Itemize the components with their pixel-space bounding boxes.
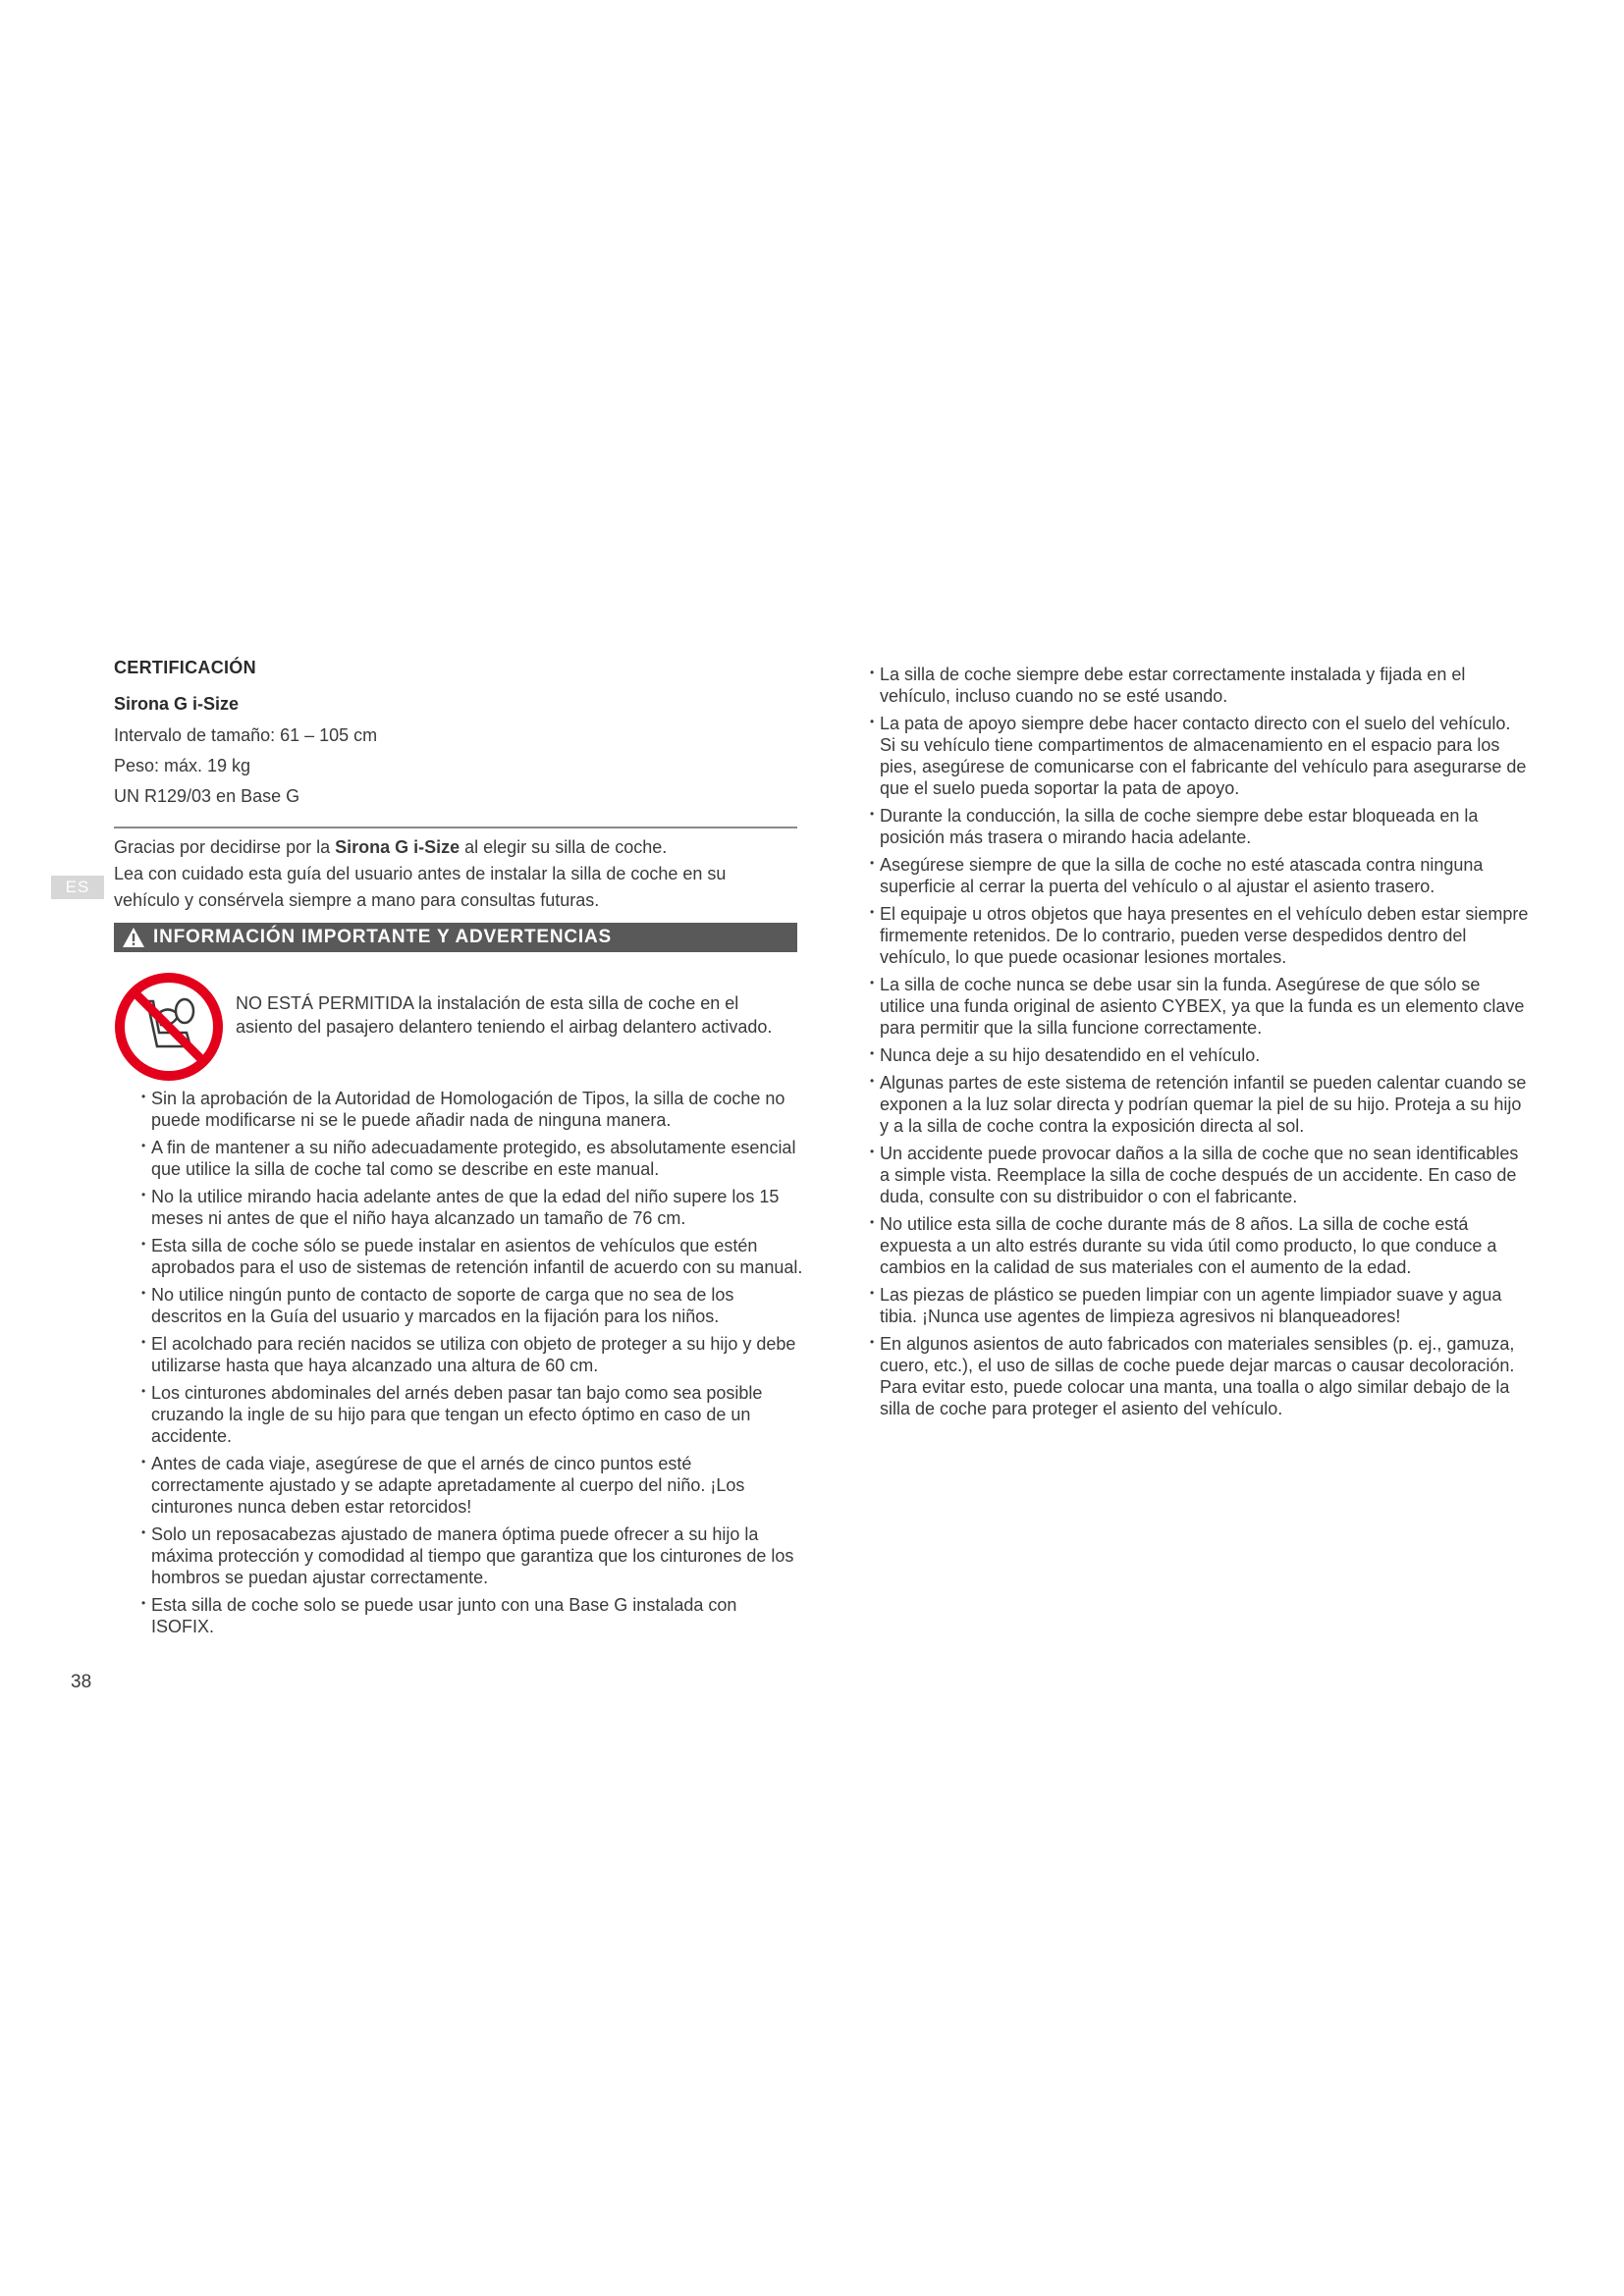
list-item: • Esta silla de coche sólo se puede instalar en asientos de vehículos que estén aprobados para el uso de sistemas de retención infantil de acuerdo con su manual. bbox=[145, 1235, 803, 1278]
warning-triangle-icon bbox=[122, 927, 145, 948]
list-item: • Las piezas de plástico se pueden limpiar con un agente limpiador suave y agua tibia. ¡Nunca use agentes de limpieza agresivos ni blanqueadores! bbox=[874, 1284, 1530, 1327]
no-airbag-prohibition-icon bbox=[114, 972, 224, 1082]
intro-line-3: vehículo y consérvela siempre a mano para consultas futuras. bbox=[114, 890, 600, 910]
intro-text bbox=[114, 834, 801, 914]
certification-title: CERTIFICACIÓN bbox=[114, 658, 256, 677]
section-divider bbox=[114, 827, 797, 828]
product-name: Sirona G i-Size bbox=[114, 694, 240, 714]
spec-weight: Peso: máx. 19 kg bbox=[114, 756, 251, 775]
list-item: • A fin de mantener a su niño adecuadamente protegido, es absolutamente esencial que utilice la silla de coche tal como se describe en este manual. bbox=[145, 1137, 803, 1180]
list-item: • No utilice esta silla de coche durante más de 8 años. La silla de coche está expuesta a un alto estrés durante su vida útil como producto, lo que conduce a cambios en la calidad de sus materiales con el aumento de la edad. bbox=[874, 1213, 1530, 1278]
list-item: • No la utilice mirando hacia adelante antes de que la edad del niño supere los 15 meses ni antes de que el niño haya alcanzado un tamaño de 76 cm. bbox=[145, 1186, 803, 1229]
spec-size: Intervalo de tamaño: 61 – 105 cm bbox=[114, 725, 378, 745]
warning-heading-bar bbox=[114, 923, 797, 952]
list-item: • La silla de coche siempre debe estar correctamente instalada y fijada en el vehículo, incluso cuando no se esté usando. bbox=[874, 664, 1530, 707]
list-item: • Durante la conducción, la silla de coche siempre debe estar bloqueada en la posición más trasera o mirando hacia adelante. bbox=[874, 805, 1530, 848]
list-item: • Sin la aprobación de la Autoridad de Homologación de Tipos, la silla de coche no puede modificarse ni se le puede añadir nada de ninguna manera. bbox=[145, 1088, 803, 1131]
certification-block bbox=[114, 658, 797, 816]
list-item: • No utilice ningún punto de contacto de soporte de carga que no sea de los descritos en la Guía del usuario y marcados en la fijación para los niños. bbox=[145, 1284, 803, 1327]
warning-heading: INFORMACIÓN IMPORTANTE Y ADVERTENCIAS bbox=[153, 927, 612, 947]
list-item: • Antes de cada viaje, asegúrese de que el arnés de cinco puntos esté correctamente ajustado y se adapte apretadamente al cuerpo del niño. ¡Los cinturones nunca deben estar retorcidos! bbox=[145, 1453, 803, 1518]
page-number: 38 bbox=[71, 1672, 92, 1692]
language-tab: ES bbox=[51, 876, 104, 899]
spec-standard: UN R129/03 en Base G bbox=[114, 786, 300, 806]
left-warning-list bbox=[145, 1088, 803, 1643]
list-item: • Solo un reposacabezas ajustado de manera óptima puede ofrecer a su hijo la máxima protección y comodidad al tiempo que garantiza que los cinturones de los hombros se puedan ajustar correctamente. bbox=[145, 1523, 803, 1588]
list-item: • Esta silla de coche solo se puede usar junto con una Base G instalada con ISOFIX. bbox=[145, 1594, 803, 1637]
right-column bbox=[874, 664, 1530, 1425]
list-item: • El acolchado para recién nacidos se utiliza con objeto de proteger a su hijo y debe utilizarse hasta que haya alcanzado una altura de 60 cm. bbox=[145, 1333, 803, 1376]
intro-line-1: Gracias por decidirse por la Sirona G i-Size al elegir su silla de coche. bbox=[114, 837, 668, 857]
intro-line-2: Lea con cuidado esta guía del usuario antes de instalar la silla de coche en su bbox=[114, 864, 727, 883]
list-item: • Nunca deje a su hijo desatendido en el vehículo. bbox=[874, 1044, 1530, 1066]
list-item: • La pata de apoyo siempre debe hacer contacto directo con el suelo del vehículo. Si su vehículo tiene compartimentos de almacenamiento en el espacio para los pies, asegúrese de comunicarse con el fabricante del vehículo para asegurarse de que el suelo pueda soportar la pata de apoyo. bbox=[874, 713, 1530, 799]
list-item: • Los cinturones abdominales del arnés deben pasar tan bajo como sea posible cruzando la ingle de su hijo para que tengan un efecto óptimo en caso de un accidente. bbox=[145, 1382, 803, 1447]
list-item: • La silla de coche nunca se debe usar sin la funda. Asegúrese de que sólo se utilice una funda original de asiento CYBEX, ya que la funda es un elemento clave para permitir que la silla funcione correctamente. bbox=[874, 974, 1530, 1039]
right-warning-list bbox=[874, 664, 1530, 1419]
list-item: • Asegúrese siempre de que la silla de coche no esté atascada contra ninguna superficie al cerrar la puerta del vehículo o al ajustar el asiento trasero. bbox=[874, 854, 1530, 897]
list-item: • Algunas partes de este sistema de retención infantil se pueden calentar cuando se exponen a la luz solar directa y podrían quemar la piel de su hijo. Proteja a su hijo y a la silla de coche contra la exposición directa al sol. bbox=[874, 1072, 1530, 1137]
list-item: • Un accidente puede provocar daños a la silla de coche que no sean identificables a simple vista. Reemplace la silla de coche después de un accidente. En caso de duda, consulte con su distribuidor o con el fabricante. bbox=[874, 1143, 1530, 1207]
airbag-warning-text: NO ESTÁ PERMITIDA la instalación de esta silla de coche en el asiento del pasajero delantero teniendo el airbag delantero activado. bbox=[236, 993, 773, 1037]
intro-product-name: Sirona G i-Size bbox=[335, 837, 460, 857]
list-item: • En algunos asientos de auto fabricados con materiales sensibles (p. ej., gamuza, cuero, etc.), el uso de sillas de coche puede dejar marcas o causar decoloración. Para evitar esto, puede colocar una manta, una toalla o algo similar debajo de la silla de coche para proteger el asiento del vehículo. bbox=[874, 1333, 1530, 1419]
list-item: • El equipaje u otros objetos que haya presentes en el vehículo deben estar siempre firmemente retenidos. De lo contrario, pueden verse despedidos dentro del vehículo, lo que puede ocasionar lesiones mortales. bbox=[874, 903, 1530, 968]
